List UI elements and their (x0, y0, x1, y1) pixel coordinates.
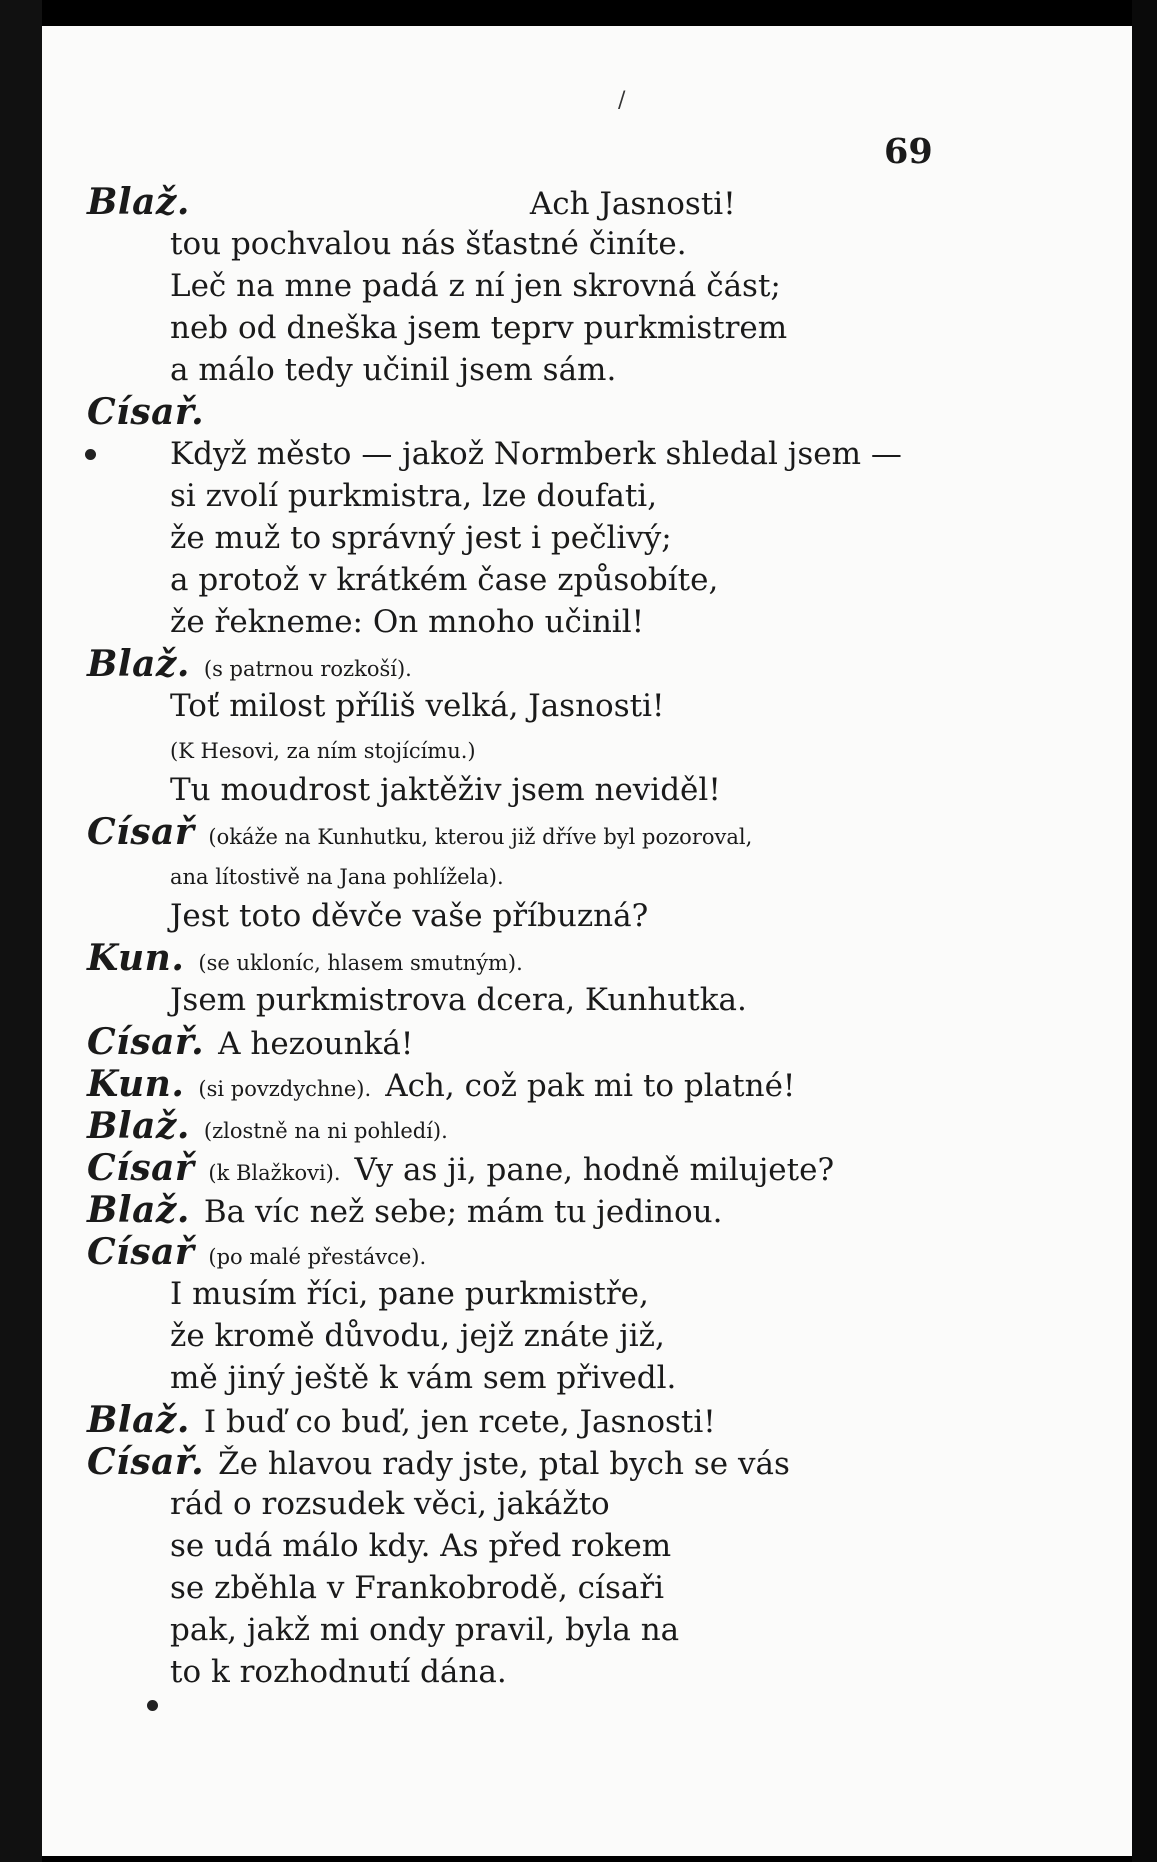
text-line (87, 1233, 426, 1276)
speaker-name: Císař (87, 1231, 195, 1273)
verse-text: mě jiný ještě k vám sem přivedl. (170, 1360, 677, 1396)
verse-text: a málo tedy učinil jsem sám. (170, 352, 617, 388)
speaker-name: Blaž. (87, 181, 190, 223)
bullet-mark (85, 449, 96, 460)
verse-text: Ach Jasnosti! (529, 186, 736, 222)
speaker-name: Císař. (87, 1441, 205, 1483)
verse-text: Když město — jakož Normberk shledal jsem — (170, 436, 902, 472)
speaker-name: Kun. (87, 937, 185, 979)
text-line (87, 1107, 448, 1150)
text-line (170, 855, 504, 896)
scan-left-edge (0, 0, 42, 1862)
text-line (170, 771, 721, 809)
text-line (170, 225, 687, 263)
verse-text: A hezounká! (218, 1026, 414, 1062)
stage-direction: (K Hesovi, za ním stojícímu.) (170, 739, 476, 763)
speaker-name: Císař (87, 811, 195, 853)
text-line (170, 1275, 649, 1313)
text-line (87, 393, 204, 433)
text-line (87, 645, 412, 688)
text-line (87, 1443, 790, 1483)
text-line (170, 1527, 671, 1565)
text-line (170, 1611, 679, 1649)
text-line (87, 939, 523, 982)
text-line (170, 729, 476, 770)
verse-text: si zvolí purkmistra, lze doufati, (170, 478, 658, 514)
verse-text: Leč na mne padá z ní jen skrovná část; (170, 268, 781, 304)
text-line (87, 1401, 716, 1441)
speaker-name: Kun. (87, 1063, 185, 1105)
speaker-name: Blaž. (87, 1399, 190, 1441)
text-line (170, 981, 747, 1019)
bullet-mark (147, 1700, 158, 1711)
verse-text: že muž to správný jest i pečlivý; (170, 520, 672, 556)
text-line (170, 309, 787, 347)
text-line (170, 1359, 676, 1397)
stage-direction: (s patrnou rozkoší). (203, 657, 412, 681)
verse-text: Že hlavou rady jste, ptal bych se vás (218, 1446, 790, 1482)
text-line (87, 813, 752, 856)
verse-text: že kromě důvodu, jejž znáte již, (170, 1318, 665, 1354)
verse-text: se zběhla v Frankobrodě, císaři (170, 1570, 665, 1606)
verse-text: rád o rozsudek věci, jakážto (170, 1486, 610, 1522)
speaker-name: Blaž. (87, 1105, 190, 1147)
text-line (87, 1149, 834, 1192)
text-line (170, 351, 616, 389)
text-line (87, 1065, 795, 1108)
verse-text: Ba víc než sebe; mám tu jedinou. (203, 1194, 723, 1230)
verse-text: Jest toto děvče vaše příbuzná? (170, 898, 649, 934)
text-line (170, 1485, 610, 1523)
stage-direction: (okáže na Kunhutku, kterou již dříve byl pozoroval, (208, 825, 753, 849)
stage-direction: (zlostně na ni pohledí). (203, 1119, 448, 1143)
speaker-name: Blaž. (87, 643, 190, 685)
text-line (87, 183, 736, 223)
text-line (170, 267, 781, 305)
text-line (170, 897, 648, 935)
text-line (170, 519, 672, 557)
speaker-name: Císař. (87, 391, 205, 433)
verse-text: se udá málo kdy. As před rokem (170, 1528, 672, 1564)
stage-direction: (k Blažkovi). (208, 1161, 341, 1185)
scan-right-edge (1132, 0, 1157, 1862)
text-line (170, 603, 644, 641)
verse-text: tou pochvalou nás šťastné činíte. (170, 226, 687, 262)
text-line (170, 687, 664, 725)
verse-text: Jsem purkmistrova dcera, Kunhutka. (170, 982, 747, 1018)
text-line (87, 1023, 413, 1063)
verse-text: Ach, což pak mi to platné! (385, 1068, 796, 1104)
stage-direction: (si povzdychne). (198, 1077, 372, 1101)
text-line (170, 1569, 664, 1607)
verse-text: Tu moudrost jaktěživ jsem neviděl! (170, 772, 721, 808)
stage-direction: (po malé přestávce). (208, 1245, 427, 1269)
speaker-name: Císař (87, 1147, 195, 1189)
verse-text: pak, jakž mi ondy pravil, byla na (170, 1612, 680, 1648)
verse-text: že řekneme: On mnoho učinil! (170, 604, 645, 640)
verse-text: I buď co buď, jen rcete, Jasnosti! (203, 1404, 716, 1440)
speaker-name: Císař. (87, 1021, 205, 1063)
text-line (170, 1317, 665, 1355)
text-line (87, 1191, 722, 1231)
speaker-name: Blaž. (87, 1189, 190, 1231)
text-line (170, 1653, 507, 1691)
text-line (170, 477, 657, 515)
print-mark: / (618, 88, 626, 113)
verse-text: I musím říci, pane purkmistře, (170, 1276, 649, 1312)
text-line (170, 561, 718, 599)
verse-text: to k rozhodnutí dána. (170, 1654, 507, 1690)
verse-text: neb od dneška jsem teprv purkmistrem (170, 310, 788, 346)
text-line (170, 435, 902, 473)
verse-text: Toť milost příliš velká, Jasnosti! (170, 688, 665, 724)
stage-direction: ana lítostivě na Jana pohlížela). (170, 865, 504, 889)
page-number: 69 (884, 131, 933, 172)
verse-text: Vy as ji, pane, hodně milujete? (354, 1152, 835, 1188)
verse-text: a protož v krátkém čase způsobíte, (170, 562, 719, 598)
stage-direction: (se ukloníc, hlasem smutným). (198, 951, 523, 975)
